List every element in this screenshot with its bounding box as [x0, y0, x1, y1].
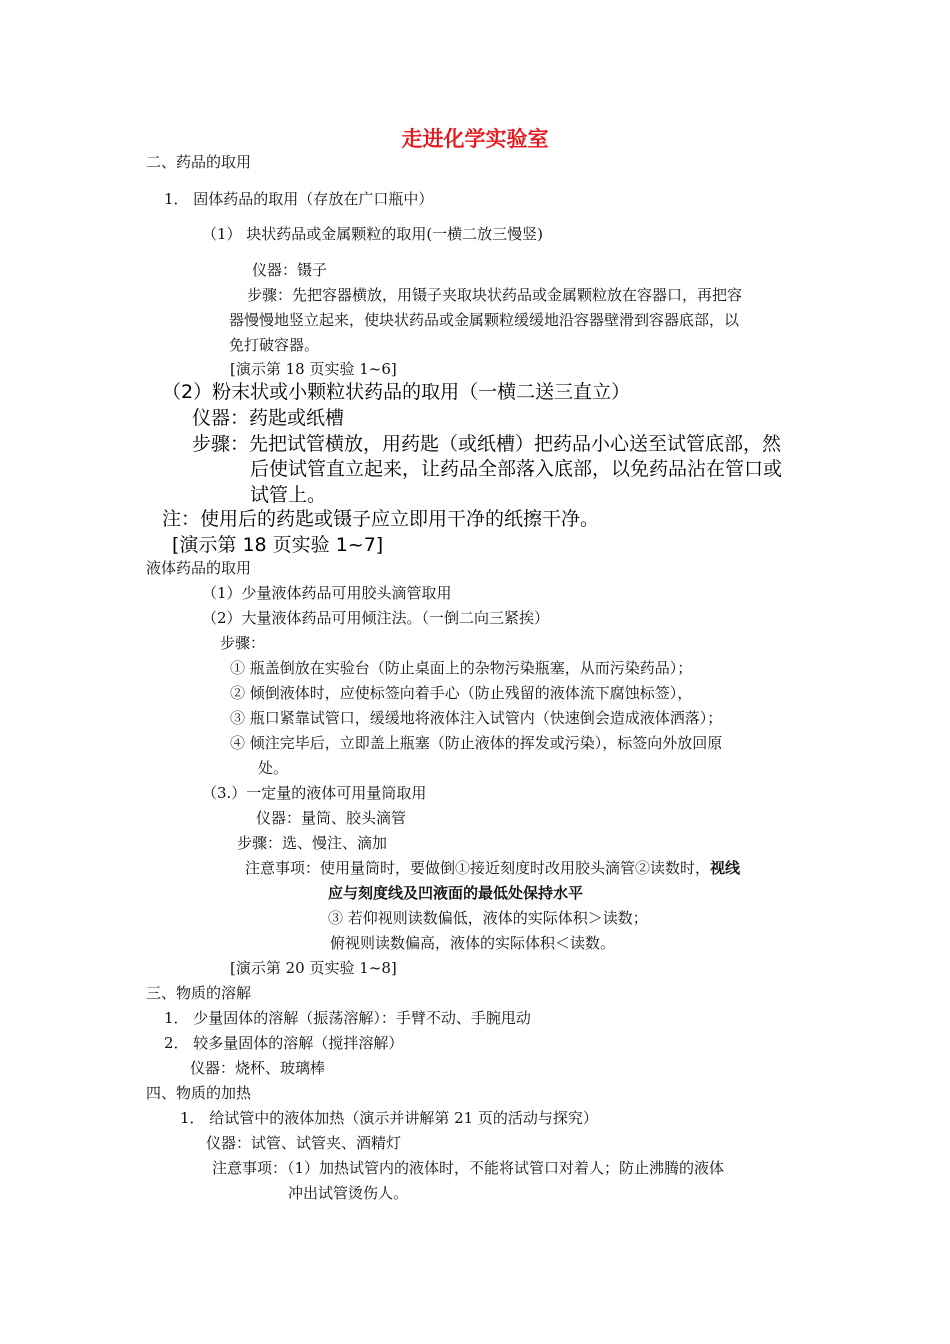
liquid-measured-amount: （3.）一定量的液体可用量筒取用	[202, 784, 427, 802]
cylinder-steps: 步骤：选、慢注、滴加	[237, 834, 388, 852]
powder-steps-line1: 步骤：先把试管横放，用药匙（或纸槽）把药品小心送至试管底部，然	[192, 433, 782, 455]
heating-note-line1: 注意事项：（1）加热试管内的液体时，不能将试管口对着人；防止沸腾的液体	[212, 1159, 725, 1177]
powder-steps-line2: 后使试管直立起来，让药品全部落入底部，以免药品沾在管口或	[250, 458, 783, 480]
pour-step-1: ① 瓶盖倒放在实验台（防止桌面上的杂物污染瓶塞，从而污染药品）；	[230, 659, 693, 677]
pour-steps-label: 步骤：	[220, 634, 266, 652]
liquid-small-amount: （1）少量液体药品可用胶头滴管取用	[202, 584, 452, 602]
cylinder-note-text: 注意事项：使用量筒时，要做倒①接近刻度时改用胶头滴管②读数时，	[245, 859, 711, 877]
dissolve-large-amount: 2． 较多量固体的溶解（搅拌溶解）	[164, 1034, 404, 1052]
cylinder-note-bold-start: 视线	[710, 859, 741, 877]
cylinder-instrument: 仪器：量筒、胶头滴管	[256, 809, 407, 827]
dissolve-instrument: 仪器：烧杯、玻璃棒	[190, 1059, 326, 1077]
cylinder-note-line1	[245, 858, 740, 878]
pour-step-3: ③ 瓶口紧靠试管口，缓缓地将液体注入试管内（快速倒会造成液体洒落）；	[230, 709, 723, 727]
cylinder-note-line4: 俯视则读数偏高，液体的实际体积＜读数。	[330, 934, 616, 952]
spoon-cleaning-note: 注：使用后的药匙或镊子应立即用干净的纸擦干净。	[162, 508, 600, 530]
liquid-large-amount: （2）大量液体药品可用倾注法。（一倒二向三紧挨）	[202, 609, 550, 627]
powder-steps-line3: 试管上。	[250, 484, 327, 506]
cylinder-note-line3: ③ 若仰视则读数偏低，液体的实际体积＞读数；	[328, 909, 648, 927]
heating-note-line2: 冲出试管烫伤人。	[288, 1184, 409, 1202]
item-liquid-drugs: 液体药品的取用	[146, 559, 252, 577]
heating-instrument: 仪器：试管、试管夹、酒精灯	[206, 1134, 402, 1152]
block-steps-line3: 免打破容器。	[229, 336, 320, 354]
heating-liquid-item: 1． 给试管中的液体加热（演示并讲解第 21 页的活动与探究）	[180, 1109, 598, 1127]
section-heading-dissolve: 三、物质的溶解	[146, 984, 252, 1002]
demo-ref-1-7: [演示第 18 页实验 1~7]	[172, 534, 384, 556]
pour-step-4-line1: ④ 倾注完毕后，立即盖上瓶塞（防止液体的挥发或污染），标签向外放回原	[230, 734, 723, 752]
pour-step-2: ② 倾倒液体时，应使标签向着手心（防止残留的液体流下腐蚀标签），	[230, 684, 693, 702]
demo-ref-1-6: [演示第 18 页实验 1~6]	[230, 360, 397, 378]
pour-step-4-line2: 处。	[258, 759, 289, 777]
item-powder-drugs: （2）粉末状或小颗粒状药品的取用（一横二送三直立）	[162, 381, 631, 403]
section-heading-drugs: 二、药品的取用	[146, 153, 252, 171]
dissolve-small-amount: 1． 少量固体的溶解（振荡溶解）：手臂不动、手腕甩动	[164, 1009, 531, 1027]
block-steps-line2: 器慢慢地竖立起来，使块状药品或金属颗粒缓缓地沿容器壁滑到容器底部，以	[229, 311, 740, 329]
section-heading-heating: 四、物质的加热	[146, 1084, 252, 1102]
block-instrument: 仪器：镊子	[252, 261, 328, 279]
demo-ref-1-8: [演示第 20 页实验 1~8]	[230, 959, 397, 977]
powder-instrument: 仪器：药匙或纸槽	[192, 407, 345, 429]
item-block-drugs: （1） 块状药品或金属颗粒的取用(一横二放三慢竖)	[202, 225, 544, 243]
page-title: 走进化学实验室	[401, 127, 549, 151]
cylinder-note-line2: 应与刻度线及凹液面的最低处保持水平	[328, 884, 584, 902]
item-solid-drugs: 1． 固体药品的取用（存放在广口瓶中）	[164, 190, 434, 208]
block-steps-line1: 步骤：先把容器横放，用镊子夹取块状药品或金属颗粒放在容器口，再把容	[247, 286, 743, 304]
